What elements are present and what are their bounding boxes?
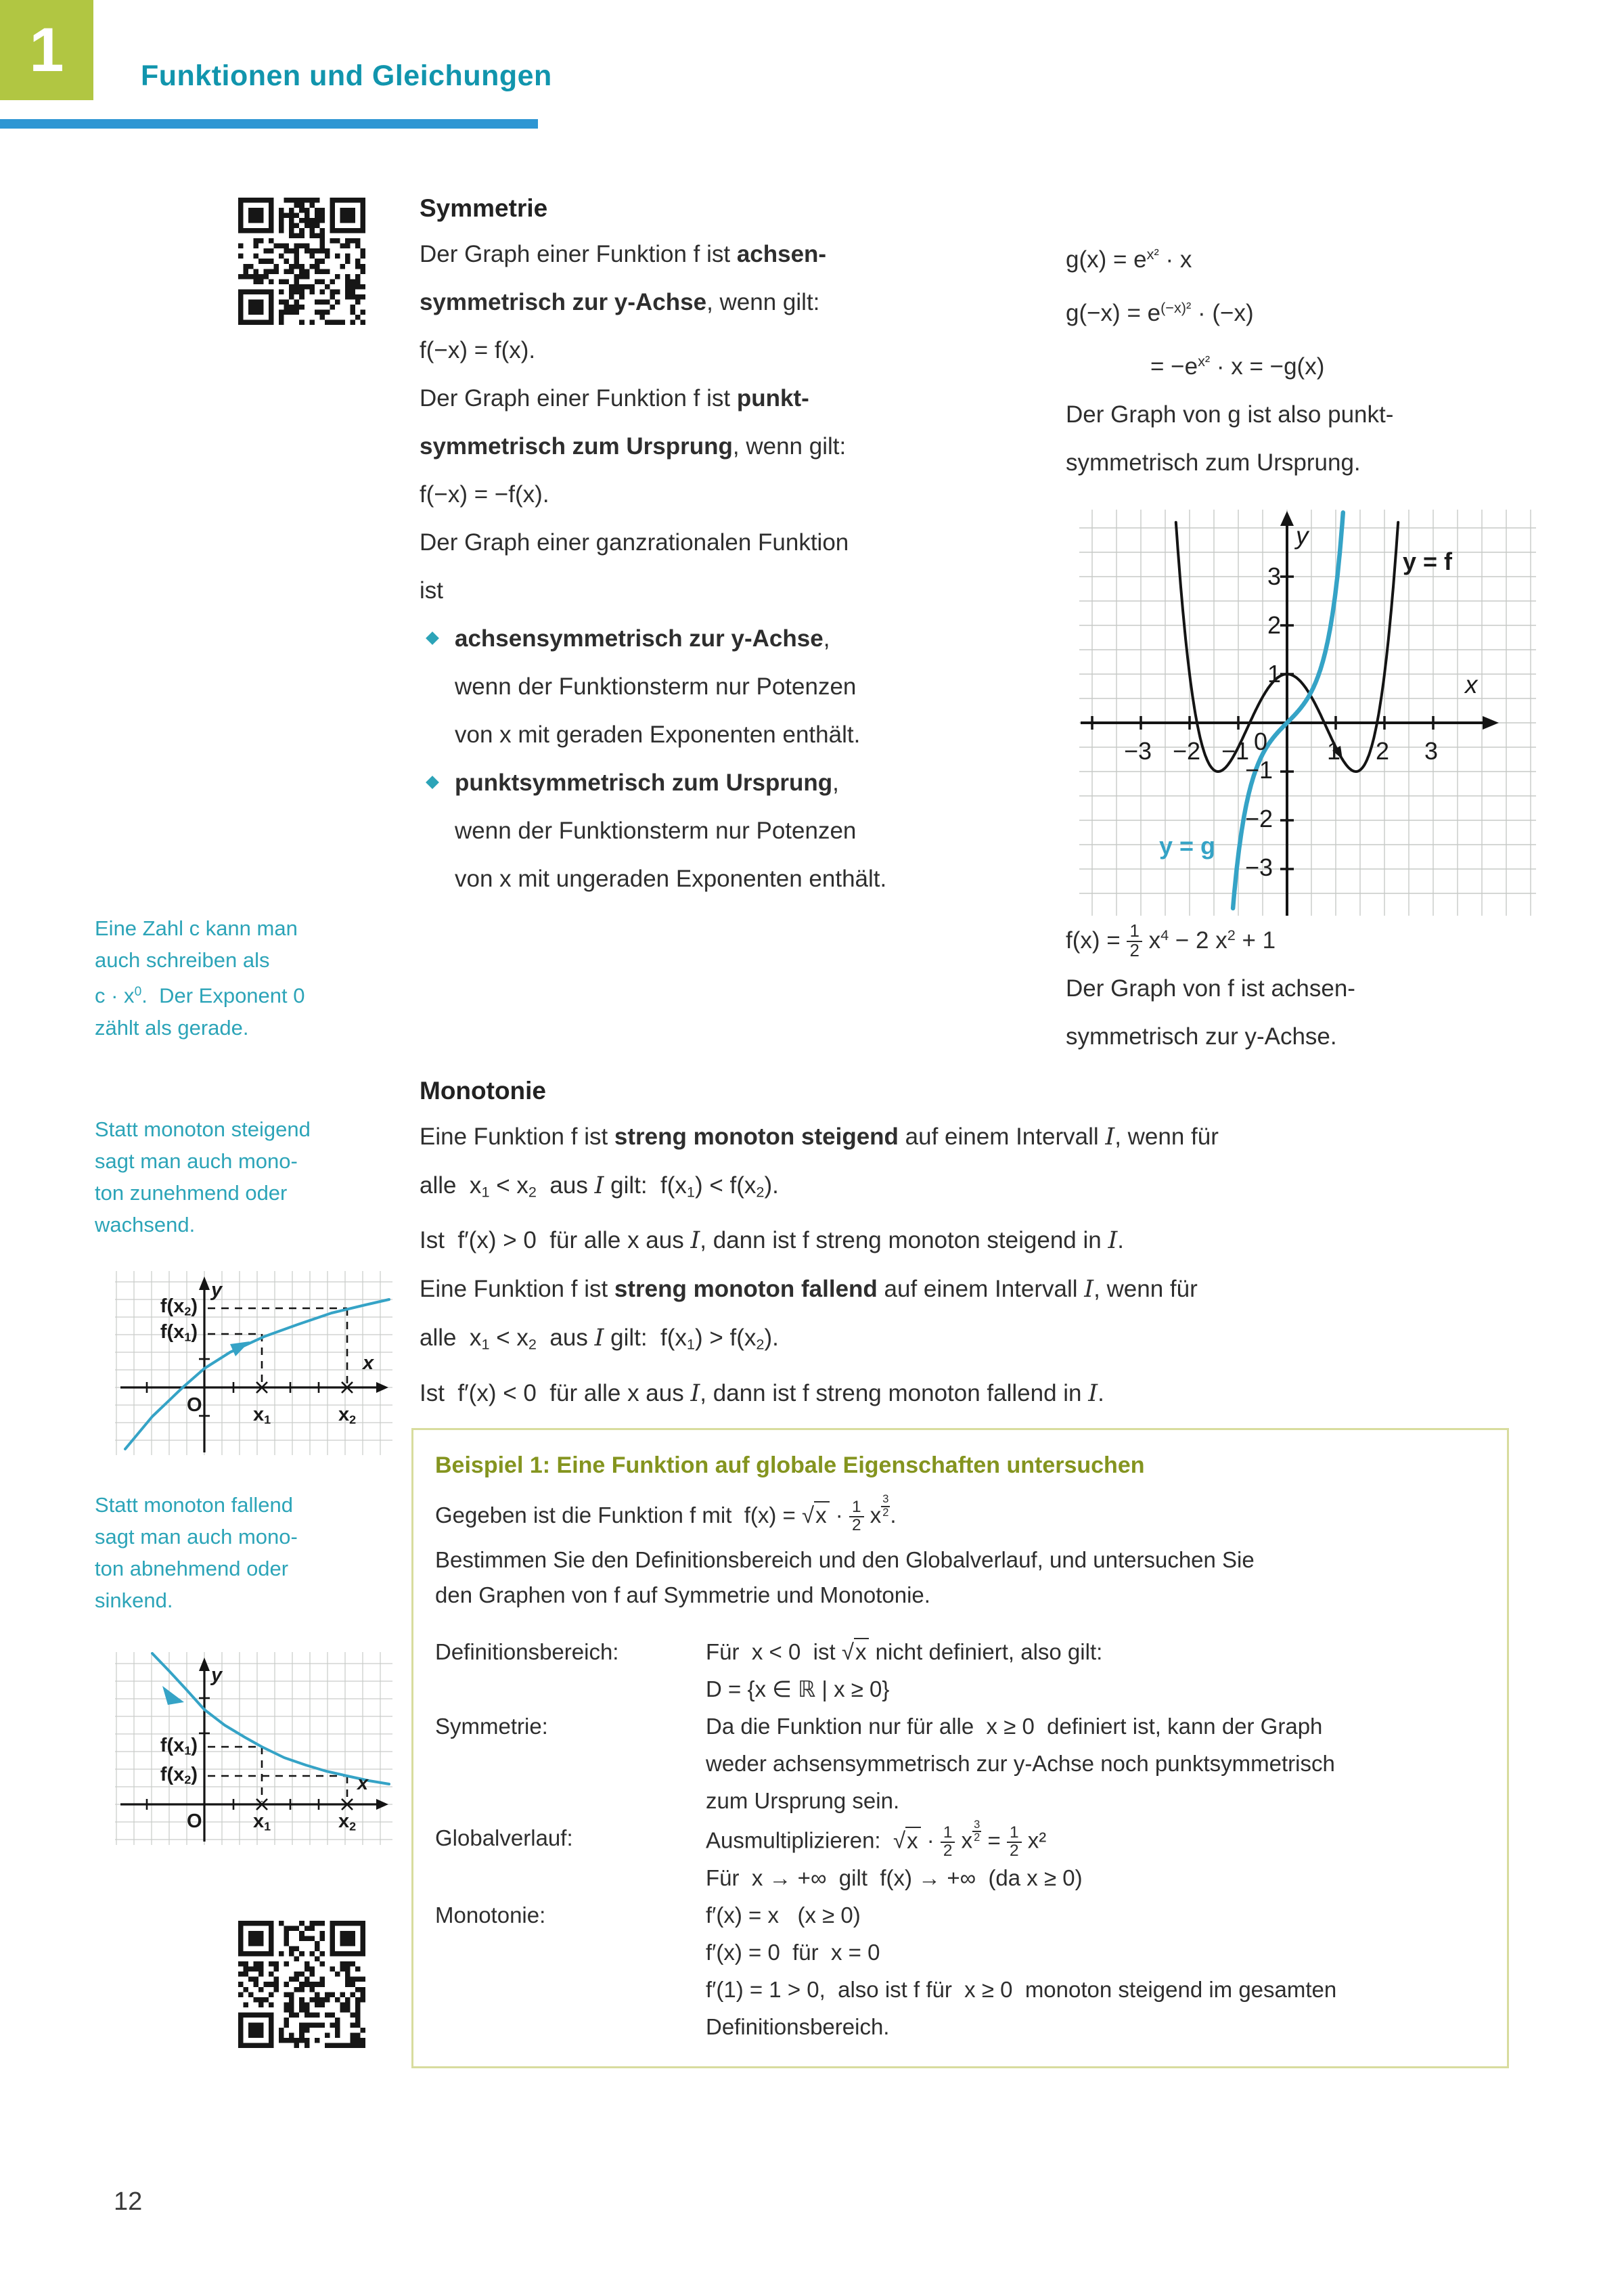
text-line: = $-e^{x^2} \cdot x = -g(x)$ bbox=[1150, 352, 1325, 380]
graph-label: x bbox=[357, 1773, 369, 1794]
example-title: Beispiel 1: Eine Funktion auf globale Eigenschaften untersuchen bbox=[435, 1452, 1145, 1478]
graph-label: $f(x_1)$ bbox=[160, 1735, 198, 1758]
graph-label: $x_2$ bbox=[338, 1810, 357, 1833]
text-line: punktsymmetrisch zum Ursprung, bbox=[420, 759, 1059, 807]
symmetrie-text bbox=[420, 230, 1059, 903]
bullet-icon bbox=[426, 631, 439, 645]
graph-label: O bbox=[187, 1394, 202, 1416]
graph-label: −2 bbox=[1244, 805, 1273, 832]
graph-label: $x_1$ bbox=[253, 1404, 271, 1427]
solution-row-label: Monotonie: bbox=[435, 1902, 546, 1928]
graph-label: y = g bbox=[1159, 832, 1216, 860]
text-line: ton abnehmend oder bbox=[95, 1557, 289, 1580]
solution-row-label: Definitionsbereich: bbox=[435, 1639, 619, 1664]
text-line: Statt monoton fallend bbox=[95, 1493, 293, 1517]
graph-label: 1 bbox=[1327, 737, 1341, 765]
text-line: zählt als gerade. bbox=[95, 1015, 249, 1040]
graph-label: O bbox=[187, 1810, 202, 1832]
graph-label: $f(x_2)$ bbox=[160, 1764, 198, 1787]
text-line: weder achsensymmetrisch zur y-Achse noch punktsymmetrisch bbox=[706, 1751, 1335, 1776]
example-box bbox=[411, 1428, 1509, 2068]
graph-label: 2 bbox=[1267, 611, 1281, 639]
graph-label: x bbox=[363, 1352, 374, 1374]
qr-code-icon bbox=[238, 198, 365, 325]
text-line: Gegeben ist die Funktion f mit f(x) = √x · $\frac{1}{2}$ x $^{\frac{3}{2}}$ . bbox=[435, 1493, 897, 1534]
text-line: von x mit geraden Exponenten enthält. bbox=[455, 721, 861, 748]
symmetrie-example-column bbox=[1066, 230, 1566, 487]
header-accent-bar bbox=[0, 119, 538, 129]
section-heading: Monotonie bbox=[420, 1077, 547, 1105]
margin-note bbox=[95, 1113, 386, 1241]
solution-row-label: Globalverlauf: bbox=[435, 1825, 573, 1850]
sketch-increasing-function bbox=[115, 1271, 392, 1455]
text-line: D = {x ∈ ℝ | x ≥ 0} bbox=[706, 1676, 890, 1701]
text-line: zum Ursprung sein. bbox=[706, 1788, 900, 1813]
text-line: Für x < 0 ist √x nicht definiert, also gilt: bbox=[706, 1639, 1103, 1664]
text-line: auch schreiben als bbox=[95, 948, 270, 972]
graph-label: −1 bbox=[1221, 737, 1250, 765]
text-line: sagt man auch mono- bbox=[95, 1149, 298, 1173]
solution-row-value bbox=[706, 1896, 1336, 2045]
text-line: Für x → +∞ gilt f(x) → +∞ (da x ≥ 0) bbox=[706, 1865, 1083, 1891]
graph-label: 1 bbox=[1267, 660, 1281, 688]
solution-row-value bbox=[706, 1708, 1335, 1819]
text-line: Eine Funktion f ist streng monoton fallend auf einem Intervall I, wenn für bbox=[420, 1276, 1198, 1304]
example-intro bbox=[435, 1488, 1507, 1613]
text-line: Definitionsbereich. bbox=[706, 2014, 890, 2040]
graph-label: 3 bbox=[1424, 737, 1439, 765]
sketch-decreasing-function bbox=[115, 1652, 392, 1845]
text-line: Bestimmen Sie den Definitionsbereich und den Globalverlauf, und untersuchen Sie bbox=[435, 1547, 1255, 1572]
solution-row-value bbox=[706, 1633, 1102, 1708]
section-symmetrie bbox=[420, 187, 1059, 903]
monotonie-text bbox=[420, 1113, 1536, 1418]
text-line: sinkend. bbox=[95, 1588, 173, 1612]
solution-row-label: Symmetrie: bbox=[435, 1714, 548, 1739]
text-line: f(−x) = −f(x). bbox=[420, 481, 549, 508]
graph-label: 3 bbox=[1267, 562, 1281, 590]
graph-label: −1 bbox=[1244, 756, 1273, 784]
text-line: Eine Funktion f ist streng monoton steigend auf einem Intervall I, wenn für bbox=[420, 1123, 1219, 1151]
graph-label: $x_1$ bbox=[253, 1810, 271, 1833]
text-line: den Graphen von f auf Symmetrie und Monotonie. bbox=[435, 1582, 930, 1607]
text-line: achsensymmetrisch zur y-Achse, bbox=[420, 615, 1059, 663]
text-line: Ist f′(x) < 0 für alle x aus I, dann ist f streng monoton fallend in I. bbox=[420, 1379, 1104, 1407]
text-line: Da die Funktion nur für alle x ≥ 0 definiert ist, kann der Graph bbox=[706, 1714, 1323, 1739]
graph-label: x bbox=[1465, 671, 1478, 698]
solution-row bbox=[435, 1819, 1507, 1896]
section-heading: Symmetrie bbox=[420, 194, 548, 222]
function-graph bbox=[1079, 510, 1536, 916]
margin-note bbox=[95, 1489, 386, 1616]
text-line: von x mit ungeraden Exponenten enthält. bbox=[455, 866, 887, 892]
graph-label: y bbox=[211, 1279, 223, 1301]
solution-row bbox=[435, 1708, 1507, 1819]
text-line: symmetrisch zur y-Achse. bbox=[1066, 1023, 1337, 1050]
text-line: wenn der Funktionsterm nur Potenzen bbox=[455, 818, 857, 844]
text-line: ist bbox=[420, 577, 443, 604]
text-line: Ausmultiplizieren: √x · $\frac{1}{2}$ x $^{\frac{3}{2}}$ = $\frac{1}{2}$ x² bbox=[706, 1819, 1047, 1860]
text-line: sagt man auch mono- bbox=[95, 1525, 298, 1549]
text-line: Ist f′(x) > 0 für alle x aus I, dann ist f streng monoton steigend in I. bbox=[420, 1227, 1124, 1255]
graph-label: −3 bbox=[1244, 853, 1273, 881]
text-line: wachsend. bbox=[95, 1213, 196, 1237]
graph-label: $f(x_2)$ bbox=[160, 1295, 198, 1318]
text-line: f′(x) = x (x ≥ 0) bbox=[706, 1902, 861, 1928]
qr-code-icon bbox=[238, 1921, 365, 2048]
text-line: Statt monoton steigend bbox=[95, 1117, 311, 1141]
text-line: alle $x_1 < x_2$ aus I gilt: $f(x_1) > f(x_2)$. bbox=[420, 1324, 779, 1353]
text-line: Der Graph einer Funktion f ist achsen- bbox=[420, 241, 827, 267]
text-line: Der Graph einer Funktion f ist punkt- bbox=[420, 385, 809, 411]
solution-row bbox=[435, 1633, 1507, 1708]
text-line: symmetrisch zur y-Achse, wenn gilt: bbox=[420, 289, 820, 315]
graph-label: −3 bbox=[1124, 737, 1152, 765]
text-line: Der Graph einer ganzrationalen Funktion bbox=[420, 529, 849, 556]
text-line: $g(x) = e^{x^2} \cdot x$ bbox=[1066, 246, 1192, 273]
text-line: $g(-x) = e^{(-x)^2} \cdot (-x)$ bbox=[1066, 298, 1254, 326]
text-line: f(x) = $\frac{1}{2}$ $x^4 - 2$ $x^2 + 1$ bbox=[1066, 922, 1276, 960]
text-line: symmetrisch zum Ursprung. bbox=[1066, 449, 1361, 476]
text-line: wenn der Funktionsterm nur Potenzen bbox=[455, 673, 857, 700]
text-line: Eine Zahl c kann man bbox=[95, 916, 298, 940]
graph-label: −2 bbox=[1173, 737, 1201, 765]
text-line: f′(x) = 0 für x = 0 bbox=[706, 1940, 880, 1965]
chapter-number-box bbox=[0, 0, 93, 100]
text-line: $c \cdot x^0$. Der Exponent 0 bbox=[95, 983, 305, 1008]
function-graph-figure bbox=[1079, 510, 1536, 916]
graph-label: y bbox=[211, 1664, 223, 1686]
text-line: ton zunehmend oder bbox=[95, 1181, 288, 1205]
chapter-number: 1 bbox=[29, 16, 64, 85]
graph-label: $x_2$ bbox=[338, 1404, 357, 1427]
text-line: alle $x_1 < x_2$ aus I gilt: $f(x_1) < f(x_2)$. bbox=[420, 1172, 779, 1201]
solution-row-value bbox=[706, 1819, 1083, 1896]
bullet-icon bbox=[426, 776, 439, 789]
graph-label: 2 bbox=[1376, 737, 1390, 765]
graph-label: $f(x_1)$ bbox=[160, 1321, 198, 1344]
figure-caption bbox=[1066, 911, 1553, 1061]
text-line: Der Graph von g ist also punkt- bbox=[1066, 401, 1394, 428]
margin-note bbox=[95, 912, 386, 1044]
page-number: 12 bbox=[114, 2187, 143, 2216]
solution-row bbox=[435, 1896, 1507, 2045]
graph-label: 0 bbox=[1254, 728, 1268, 755]
example-solution-rows bbox=[435, 1633, 1507, 2045]
graph-label: y = f bbox=[1403, 548, 1453, 575]
text-line: f′(1) = 1 > 0, also ist f für x ≥ 0 monoton steigend im gesamten bbox=[706, 1977, 1337, 2003]
section-monotonie bbox=[420, 1069, 1536, 1418]
text-line: f(−x) = f(x). bbox=[420, 337, 536, 363]
text-line: symmetrisch zum Ursprung, wenn gilt: bbox=[420, 433, 847, 460]
graph-label: y bbox=[1296, 522, 1309, 550]
text-line: Der Graph von f ist achsen- bbox=[1066, 975, 1355, 1002]
page-title: Funktionen und Gleichungen bbox=[141, 60, 552, 92]
